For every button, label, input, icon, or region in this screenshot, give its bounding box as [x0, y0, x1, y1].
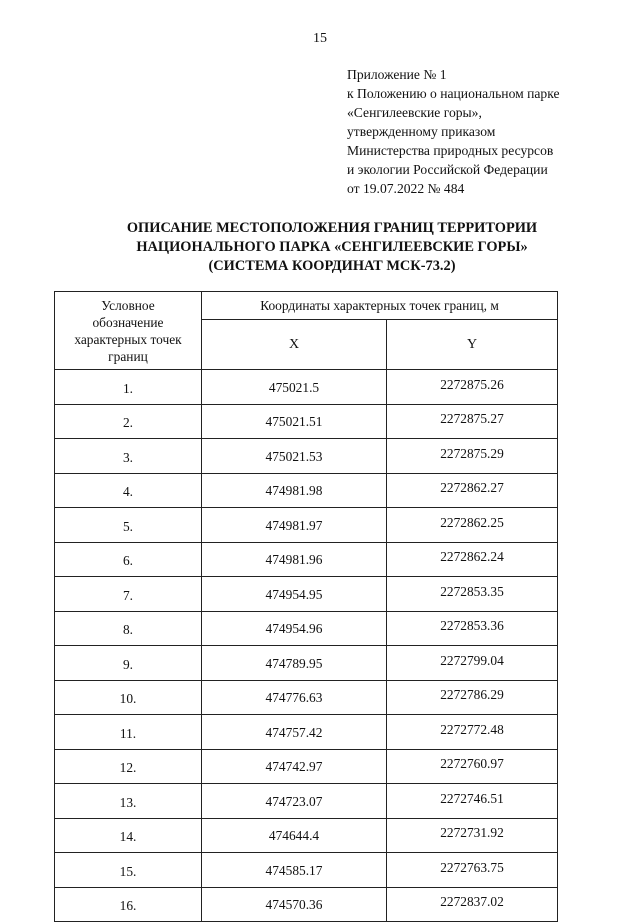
table-row: [55, 611, 558, 646]
header-line: границ: [108, 348, 148, 364]
point-number: 16.: [55, 887, 202, 922]
y-value: 2272763.75: [387, 853, 558, 888]
x-value: 474981.97: [202, 508, 387, 543]
x-column-header: X: [202, 320, 387, 370]
table-row: [55, 439, 558, 474]
header-line: характерных точек: [74, 331, 182, 347]
appendix-line: «Сенгилеевские горы»,: [347, 105, 482, 120]
table-row: [55, 887, 558, 922]
point-number: 15.: [55, 853, 202, 888]
appendix-line: от 19.07.2022 № 484: [347, 181, 465, 196]
y-value: 2272862.24: [387, 542, 558, 577]
appendix-line: к Положению о национальном парке: [347, 86, 560, 101]
point-number: 13.: [55, 784, 202, 819]
y-value: 2272875.27: [387, 404, 558, 439]
y-value: 2272862.27: [387, 473, 558, 508]
point-number: 5.: [55, 508, 202, 543]
y-value: 2272875.29: [387, 439, 558, 474]
table-row: [55, 542, 558, 577]
title-line: НАЦИОНАЛЬНОГО ПАРКА «СЕНГИЛЕЕВСКИЕ ГОРЫ»: [136, 239, 528, 255]
table-row: [55, 784, 558, 819]
x-value: 474644.4: [202, 818, 387, 853]
y-value: 2272731.92: [387, 818, 558, 853]
x-value: 474585.17: [202, 853, 387, 888]
y-value: 2272799.04: [387, 646, 558, 681]
x-value: 474776.63: [202, 680, 387, 715]
y-value: 2272862.25: [387, 508, 558, 543]
point-number: 1.: [55, 370, 202, 405]
x-value: 475021.53: [202, 439, 387, 474]
appendix-line: утвержденному приказом: [347, 124, 496, 139]
point-number: 6.: [55, 542, 202, 577]
y-value: 2272853.35: [387, 577, 558, 612]
y-value: 2272786.29: [387, 680, 558, 715]
x-value: 474570.36: [202, 887, 387, 922]
y-value: 2272772.48: [387, 715, 558, 750]
point-number: 12.: [55, 749, 202, 784]
table-row: [55, 508, 558, 543]
appendix-note: [347, 65, 560, 198]
point-label-header: [55, 292, 202, 370]
x-value: 474954.96: [202, 611, 387, 646]
x-value: 474981.96: [202, 542, 387, 577]
table-row: [55, 749, 558, 784]
point-number: 14.: [55, 818, 202, 853]
appendix-line: и экологии Российской Федерации: [347, 162, 548, 177]
table-row: [55, 473, 558, 508]
appendix-line: Приложение № 1: [347, 67, 447, 82]
y-value: 2272837.02: [387, 887, 558, 922]
x-value: 475021.51: [202, 404, 387, 439]
point-number: 7.: [55, 577, 202, 612]
x-value: 474742.97: [202, 749, 387, 784]
appendix-line: Министерства природных ресурсов: [347, 143, 554, 158]
table-row: [55, 680, 558, 715]
y-value: 2272760.97: [387, 749, 558, 784]
x-value: 474789.95: [202, 646, 387, 681]
header-line: Условное: [101, 297, 155, 313]
point-number: 10.: [55, 680, 202, 715]
table-row: [55, 818, 558, 853]
table-row: [55, 853, 558, 888]
table-row: [55, 715, 558, 750]
document-title: [0, 219, 640, 276]
x-value: 474981.98: [202, 473, 387, 508]
x-value: 474723.07: [202, 784, 387, 819]
point-number: 9.: [55, 646, 202, 681]
header-line: обозначение: [92, 314, 164, 330]
y-column-header: Y: [387, 320, 558, 370]
coordinates-header: Координаты характерных точек границ, м: [202, 292, 558, 320]
point-number: 11.: [55, 715, 202, 750]
point-number: 4.: [55, 473, 202, 508]
title-line: (СИСТЕМА КООРДИНАТ МСК-73.2): [208, 258, 456, 274]
x-value: 474757.42: [202, 715, 387, 750]
table-row: [55, 370, 558, 405]
table-row: [55, 404, 558, 439]
title-line: ОПИСАНИЕ МЕСТОПОЛОЖЕНИЯ ГРАНИЦ ТЕРРИТОРИИ: [126, 220, 538, 236]
point-number: 3.: [55, 439, 202, 474]
coordinates-table: [54, 291, 558, 922]
y-value: 2272746.51: [387, 784, 558, 819]
page-number: 15: [313, 31, 327, 46]
table-row: [55, 646, 558, 681]
x-value: 474954.95: [202, 577, 387, 612]
point-number: 8.: [55, 611, 202, 646]
table-row: [55, 577, 558, 612]
y-value: 2272853.36: [387, 611, 558, 646]
x-value: 475021.5: [202, 370, 387, 405]
y-value: 2272875.26: [387, 370, 558, 405]
point-number: 2.: [55, 404, 202, 439]
